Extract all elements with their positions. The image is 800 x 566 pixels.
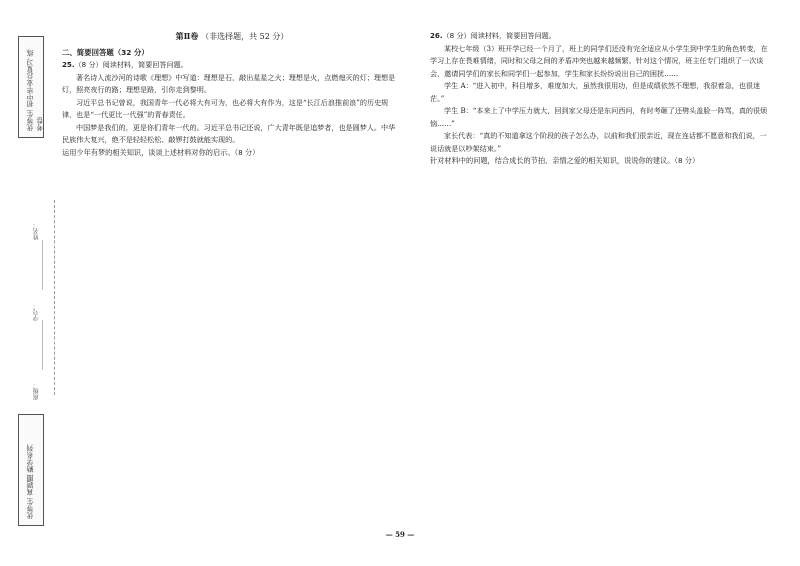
section-title: [62, 30, 402, 44]
section-title-main: 第Ⅱ卷: [175, 31, 199, 41]
class-field-label: 学号：: [33, 303, 40, 321]
brand-bottom-text: 优等生 真题圈 勤学系列: [26, 444, 34, 519]
page-number: — 59 —: [385, 530, 415, 539]
question-25-paragraph-3: 中国梦是我们的，更是你们青年一代的。习近平总书记还说，广大青年既是追梦者，也是圆梦人。中华民族伟大复兴，绝不是轻轻松松、敲锣打鼓就能实现的。: [62, 122, 396, 144]
question-26-number: 26.: [430, 31, 443, 40]
binding-strip: [18, 36, 54, 526]
brand-top-text: 优等生 初中毕业总复习 练考卷: [26, 49, 44, 131]
school-field-label: 班级：: [33, 382, 40, 400]
question-25-task: 运用少年有梦的相关知识，谈谈上述材料对你的启示。（8 分）: [62, 147, 260, 157]
question-26-paragraph-3: 学生 B：“本来上了中学压力就大，回到家父母还是东问西问，有时考砸了还劈头盖脸一阵骂，真的很烦恼……”: [430, 106, 768, 128]
question-25-paragraph-2: 习近平总书记曾说，我国青年一代必将大有可为，也必将大有作为，这是“长江后浪推前浪”的历史规律，也是“一代更比一代强”的青春责任。: [62, 97, 389, 119]
question-25-header: [62, 59, 402, 72]
question-26-task: 针对材料中的问题，结合成长的节拍、亲情之爱的相关知识，说说你的建议。（8 分）: [430, 156, 700, 165]
right-column: [430, 30, 772, 168]
question-26-paragraph-2: 学生 A：“进入初中，科目增多，难度加大，虽然我很用功，但是成绩依然不理想，我很着急，也很迷茫。”: [430, 81, 761, 103]
question-25-paragraph-1: 著名诗人流沙河的诗歌《理想》中写道：理想是石，敲出星星之火；理想是火，点燃熄灭的灯；理想是灯，照亮夜行的路；理想是路，引你走到黎明。: [62, 72, 396, 94]
left-column: [62, 30, 402, 159]
class-field-line: [42, 320, 43, 370]
question-26-header: [430, 30, 772, 43]
brand-box-top: [18, 36, 44, 138]
question-26-intro: （8 分）阅读材料，简要回答问题。: [442, 31, 556, 40]
binding-dash-line: [54, 200, 55, 395]
question-25-number: 25.: [62, 60, 75, 69]
name-field-label: 姓名：: [33, 222, 40, 240]
part-heading: 二、简要回答题（32 分）: [62, 47, 149, 57]
question-25-intro: （8 分）阅读材料，简要回答问题。: [74, 60, 188, 69]
question-26-paragraph-4: 家长代表：“真的不知道拿这个阶段的孩子怎么办，以前和我们很亲近，现在连话都不愿意和我们说，一说话就是以吵架结束。”: [430, 131, 767, 153]
question-26-paragraph-1: 某校七年级（3）班开学已经一个月了，班上的同学们还没有完全适应从小学生到中学生的角色转变，在学习上存在畏难情绪，同时和父母之间的矛盾冲突也越来越频繁。针对这个情况，班主任专门组织了一次谈会，邀请同学们的家长和同学们一起参加，学生和家长纷纷说出自己的困扰……: [430, 43, 768, 78]
brand-box-bottom: [18, 414, 44, 526]
section-title-sub: （非选择题，共 52 分）: [201, 32, 289, 41]
name-field-line: [42, 240, 43, 290]
